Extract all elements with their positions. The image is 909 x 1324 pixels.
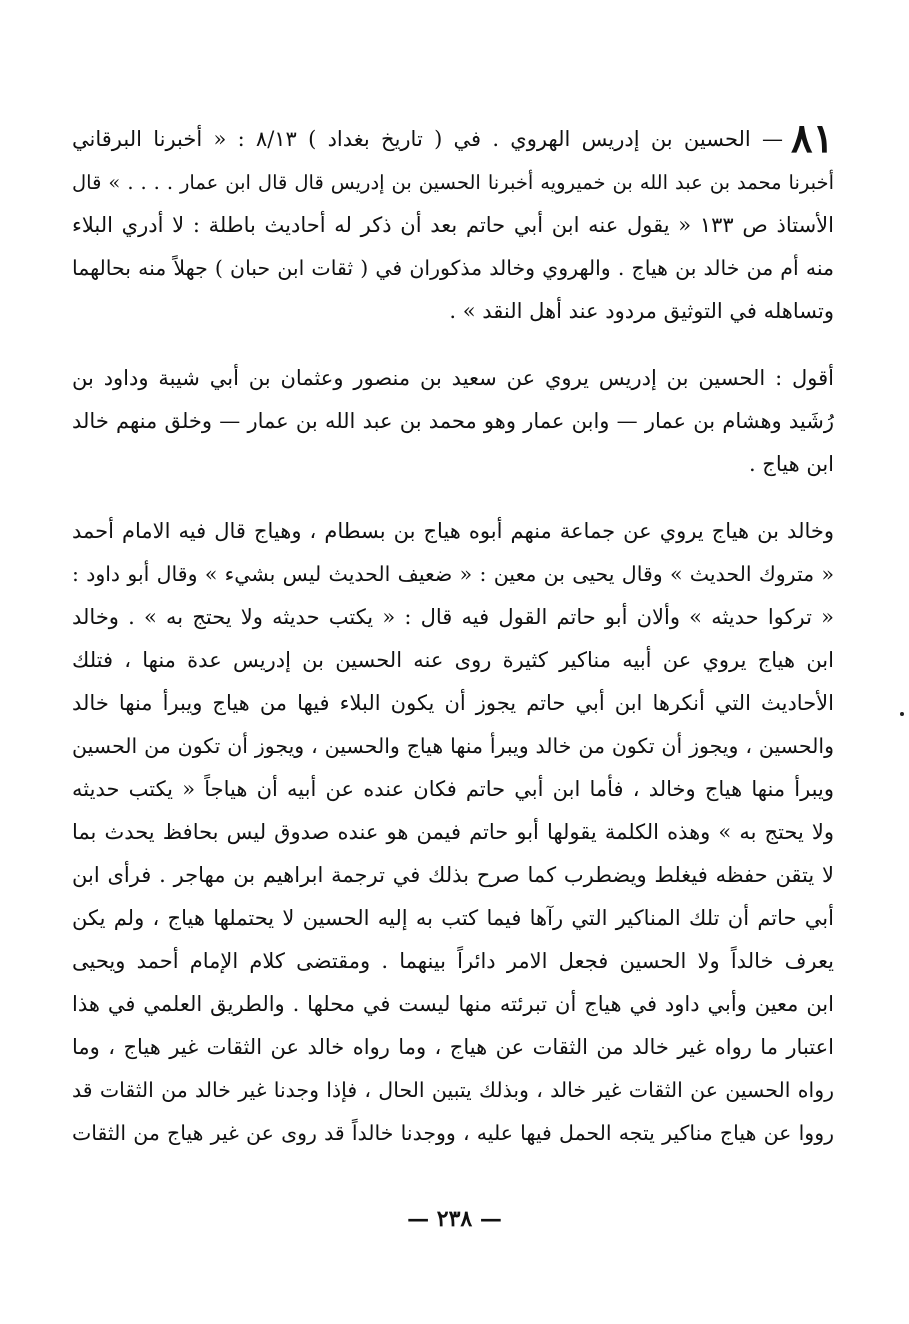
paragraph-gap (72, 333, 834, 357)
text-line: أبي حاتم أن تلك المناكير التي رآها فيما كتب به إليه الحسين لا يحتملها هياج ، ولم يكن (72, 906, 834, 930)
entry-heading-line (72, 118, 834, 161)
text-line: رواه الحسين عن الثقات غير خالد ، وبذلك يتبين الحال ، فإذا وجدنا غير خالد من الثقات قد (72, 1078, 834, 1102)
paragraph-gap (72, 486, 834, 510)
text-line: منه أم من خالد بن هياج . والهروي وخالد مذكوران في ( ثقات ابن حبان ) جهلاً منه بحالهما (72, 256, 834, 280)
text-line: « تركوا حديثه » وألان أبو حاتم القول فيه قال : « يكتب حديثه ولا يحتج به » . وخالد (72, 605, 834, 629)
text-line: يعرف خالداً ولا الحسين فجعل الامر دائراً بينهما . ومقتضى كلام الإمام أحمد ويحيى (72, 949, 834, 973)
text-line: « متروك الحديث » وقال يحيى بن معين : « ضعيف الحديث ليس بشيء » وقال أبو داود : (72, 562, 834, 586)
text-line: ابن معين وأبي داود في هياج أن تبرئته منها ليست في محلها . والطريق العلمي في هذا (72, 992, 834, 1016)
text-line: لا يتقن حفظه فيغلط ويضطرب كما صرح بذلك في ترجمة ابراهيم بن مهاجر . فرأى ابن (72, 863, 834, 887)
text-line: ابن هياج . (748, 452, 834, 476)
text-line: رووا عن هياج مناكير يتجه الحمل فيها عليه ، ووجدنا خالداً قد روى عن غير هياج من الثقات (72, 1121, 834, 1145)
text-line: وتساهله في التوثيق مردود عند أهل النقد » . (449, 299, 834, 323)
page-number: — ٢٣٨ — (407, 1206, 502, 1232)
text-line: ولا يحتج به » وهذه الكلمة يقولها أبو حاتم فيمن هو عنده صدوق ليس بحافظ يحدث بما (72, 820, 834, 844)
margin-speck (900, 712, 904, 716)
text-line: أخبرنا محمد بن عبد الله بن خميرويه أخبرنا الحسين بن إدريس قال قال ابن عمار . . . . » قال (72, 171, 834, 194)
text-line: ويبرأ منها هياج وخالد ، فأما ابن أبي حاتم فكان عنده عن أبيه أن هياجاً « يكتب حديثه (72, 777, 834, 801)
text-line: رُشَيد وهشام بن عمار — وابن عمار وهو محمد بن عبد الله بن عمار — وخلق منهم خالد (72, 409, 834, 433)
text-line: والحسين ، ويجوز أن تكون من خالد ويبرأ منها هياج والحسين ، ويجوز أن تكون من الحسين (72, 734, 834, 758)
page-body (72, 118, 834, 1155)
text-line: اعتبار ما رواه غير خالد من الثقات عن هياج ، وما رواه خالد عن الثقات غير هياج ، وما (72, 1035, 834, 1059)
text-line: أقول : الحسين بن إدريس يروي عن سعيد بن منصور وعثمان بن أبي شيبة وداود بن (72, 366, 834, 390)
entry-first-line: — الحسين بن إدريس الهروي . في ( تاريخ بغداد ) ٨/١٣ : « أخبرنا البرقاني (72, 127, 784, 151)
text-line: ابن هياج يروي عن أبيه مناكير كثيرة روى عنه الحسين بن إدريس عدة منها ، فتلك (72, 648, 834, 672)
entry-number: ٨١ (791, 118, 834, 161)
text-line: وخالد بن هياج يروي عن جماعة منهم أبوه هياج بن بسطام ، وهياج قال فيه الامام أحمد (72, 519, 834, 543)
text-line: الأحاديث التي أنكرها ابن أبي حاتم يجوز أن يكون البلاء فيها من هياج ويبرأ منها خالد (72, 691, 834, 715)
text-line: الأستاذ ص ١٣٣ « يقول عنه ابن أبي حاتم بعد أن ذكر له أحاديث باطلة : لا أدري البلاء (72, 213, 834, 237)
